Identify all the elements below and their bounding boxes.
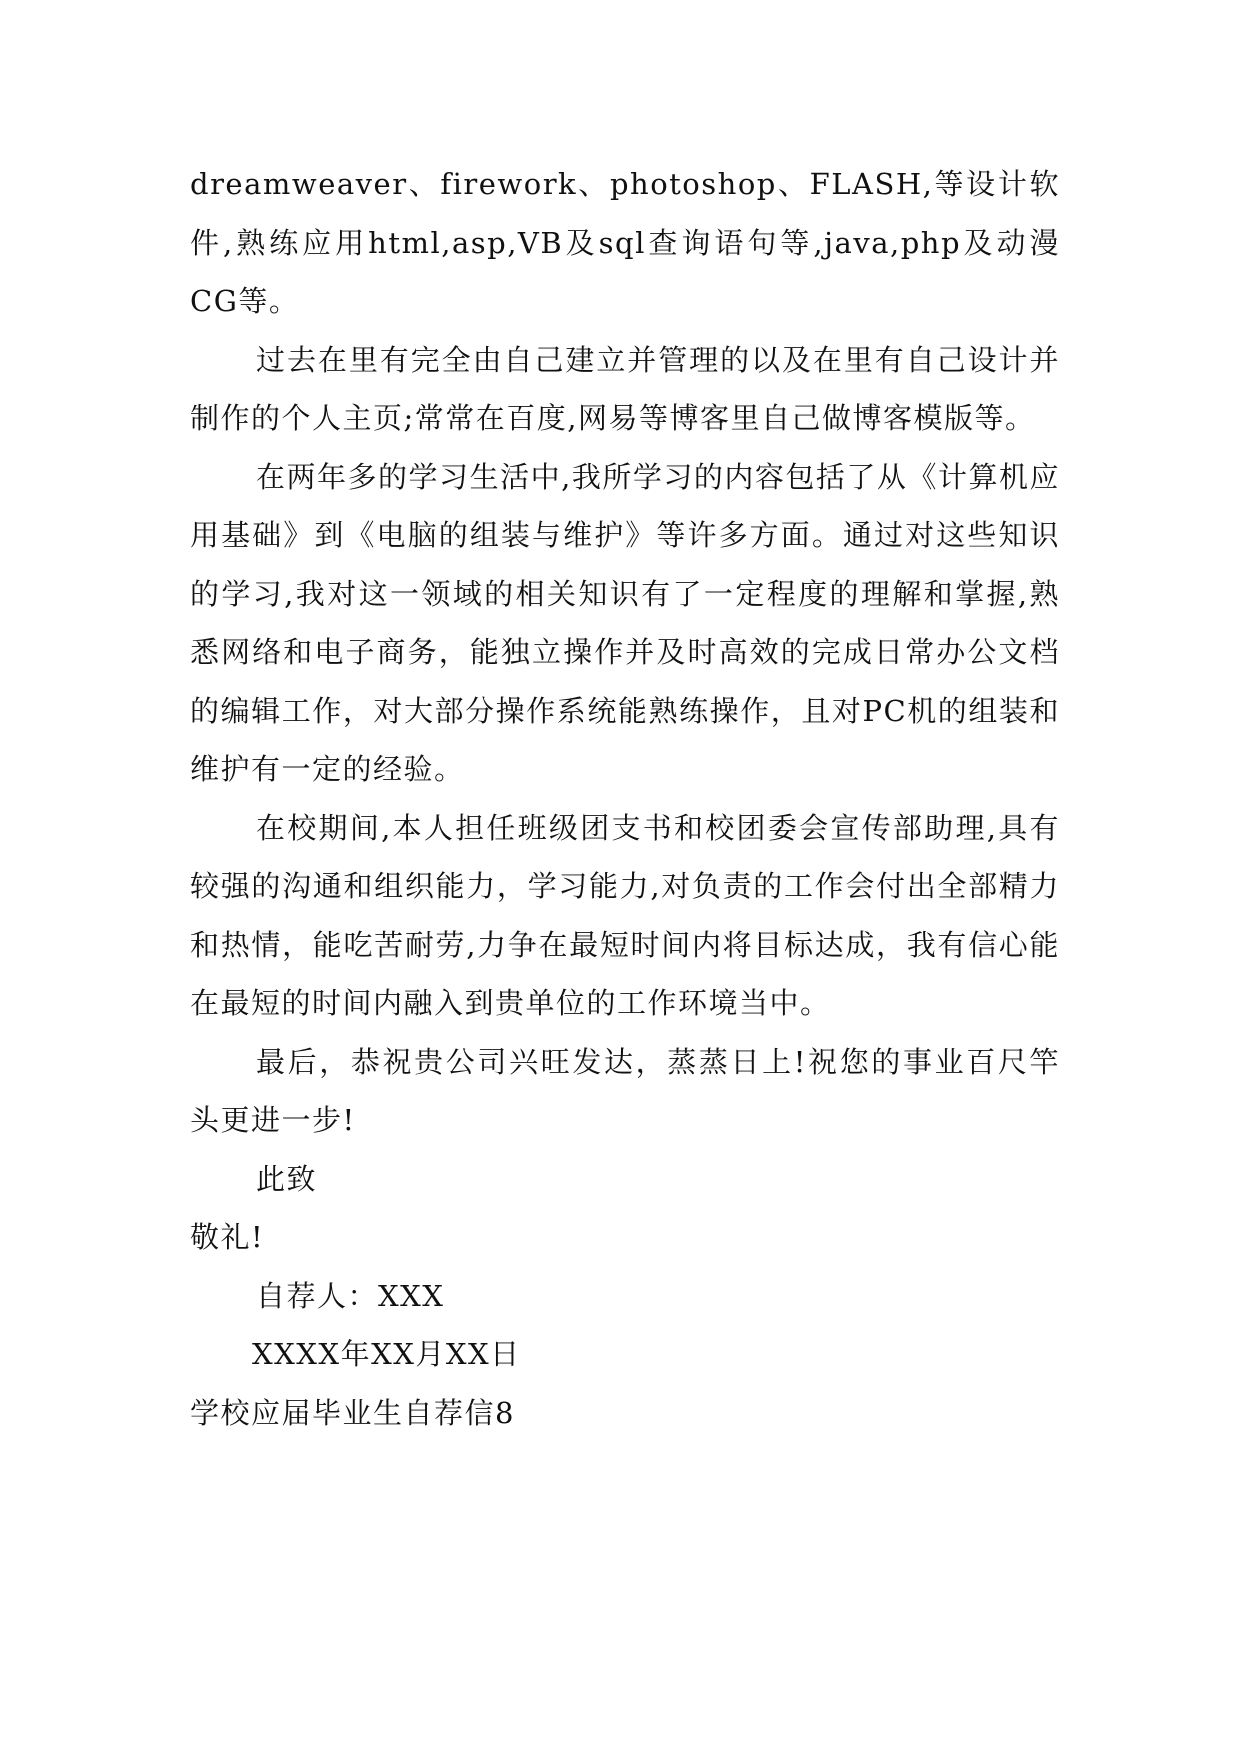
paragraph-school-experience: 在校期间,本人担任班级团支书和校团委会宣传部助理,具有较强的沟通和组织能力，学习能力,对负责的工作会付出全部精力和热情，能吃苦耐劳,力争在最短时间内将目标达成，我有信心能在最短的时间内融入到贵单位的工作环境当中。 [190,810,1060,1020]
paragraph-study-content: 在两年多的学习生活中,我所学习的内容包括了从《计算机应用基础》到《电脑的组装与维护》等许多方面。通过对这些知识的学习,我对这一领域的相关知识有了一定程度的理解和掌握,熟悉网络和电子商务，能独立操作并及时高效的完成日常办公文档的编辑工作，对大部分操作系统能熟练操作，且对PC机的组装和维护有一定的经验。 [190,459,1060,786]
date-line: XXXX年XX月XX日 [252,1337,521,1371]
paragraph-personal-homepage: 过去在里有完全由自己建立并管理的以及在里有自己设计并制作的个人主页;常常在百度,网易等博客里自己做博客模版等。 [190,342,1060,435]
letter-body [190,155,1060,1442]
next-letter-title: 学校应届毕业生自荐信8 [190,1395,515,1430]
closing-text: 此致 [256,1161,318,1196]
paragraph-best-wishes: 最后，恭祝贵公司兴旺发达，蒸蒸日上!祝您的事业百尺竿头更进一步! [190,1044,1060,1137]
salute-text: 敬礼! [190,1220,265,1254]
signature-line: 自荐人：XXX [256,1278,445,1313]
paragraph-software-skills: dreamweaver、firework、photoshop、FLASH,等设计软件,熟练应用html,asp,VB及sql查询语句等,java,php及动漫CG等。 [190,167,1060,318]
